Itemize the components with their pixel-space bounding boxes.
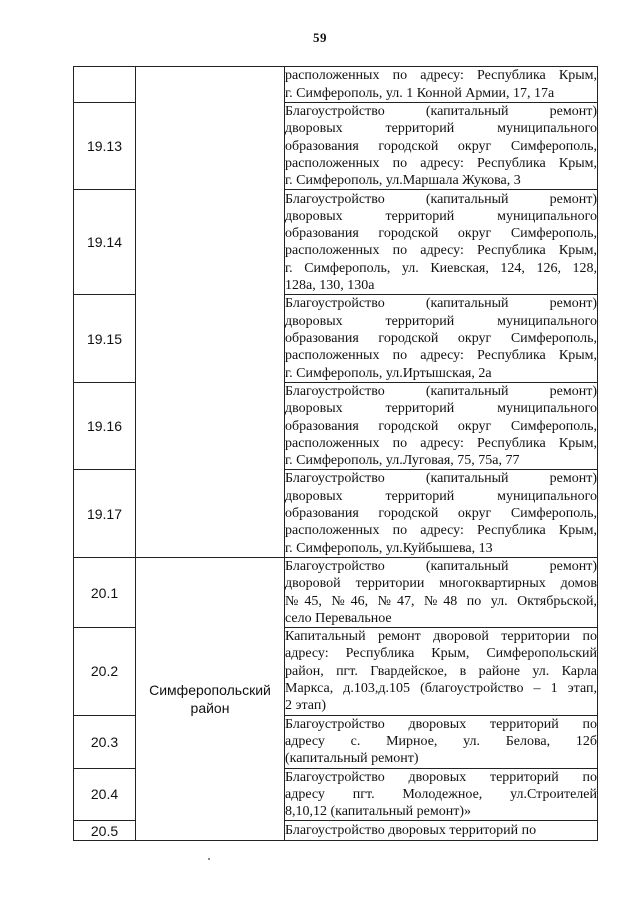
description-line: 128а, 130, 130а [285,278,375,294]
row-description [285,295,598,382]
row-description [285,470,598,557]
description-line: дворовых территорий муниципального [285,121,597,137]
table-row [74,67,598,103]
description-line: №45, №46, №47, №48 по ул. Октябрьской, [285,593,597,609]
row-number: 20.4 [74,768,136,821]
description-line: Благоустройство (капитальный ремонт) [285,104,597,119]
row-number: 20.3 [74,715,136,768]
row-description [285,768,598,821]
description-line: Благоустройство дворовых территорий по [285,823,537,839]
description-line: г. Симферополь, ул.Иртышская, 2а [285,365,492,381]
description-line: село Перевальное [285,610,392,626]
description-line: Благоустройство (капитальный ремонт) [285,471,597,487]
row-number: 19.15 [74,295,136,382]
row-number: 19.14 [74,190,136,295]
row-description [285,715,598,768]
page-number: 59 [313,30,327,45]
row-description [285,382,598,469]
row-description [285,103,598,190]
description-line: Благоустройство (капитальный ремонт) [285,191,597,207]
scan-speck [208,858,210,860]
description-line: 8,10,12 (капитальный ремонт)» [285,804,471,820]
description-line: адресу: Республика Крым, Симферопольский [285,646,597,662]
row-number: 19.16 [74,382,136,469]
description-line: район, пгт. Гвардейское, в районе ул. Карла [285,663,597,679]
row-description [285,557,598,627]
row-description [285,67,598,103]
row-number [74,67,136,103]
row-number: 20.5 [74,821,136,841]
description-line: образования городской округ Симферополь, [285,138,597,154]
description-line: г. Симферополь, ул.Куйбышева, 13 [285,540,493,556]
description-line: образования городской округ Симферополь, [285,506,597,522]
description-line: расположенных по адресу: Республика Крым, [285,523,597,539]
district-cell [136,557,285,840]
row-description [285,190,598,295]
district-name: Симферопольский [149,682,271,699]
description-line: 2 этап) [285,698,326,714]
description-line: г. Симферополь, ул. 1 Конной Армии, 17, 17а [285,85,555,101]
description-line: расположенных по адресу: Республика Крым, [285,348,597,364]
description-line: адресу с. Мирное, ул. Белова, 12б [285,733,597,749]
description-line: дворовых территорий муниципального [285,208,597,224]
description-line: расположенных по адресу: Республика Крым, [285,435,597,451]
description-line: Капитальный ремонт дворовой территории по [285,629,597,645]
description-line: Благоустройство (капитальный ремонт) [285,296,597,312]
description-line: расположенных по адресу: Республика Крым, [285,155,597,171]
row-number: 19.17 [74,470,136,557]
description-line: дворовых территорий муниципального [285,488,597,504]
description-line: образования городской округ Симферополь, [285,331,597,347]
description-line: г. Симферополь, ул. Киевская, 124, 126, 128, [285,260,597,276]
table-row [74,557,598,627]
description-line: г. Симферополь, ул.Луговая, 75, 75а, 77 [285,453,520,469]
description-line: Благоустройство дворовых территорий по [285,716,597,732]
description-line: образования городской округ Симферополь, [285,226,597,242]
program-table [73,66,598,841]
district-type: район [190,700,230,717]
description-line: Благоустройство дворовых территорий по [285,769,597,785]
description-line: дворовой территории многоквартирных домов [285,576,597,592]
row-number: 19.13 [74,103,136,190]
district-cell-empty [136,67,285,558]
description-line: адресу пгт. Молодежное, ул.Строителей [285,786,597,802]
description-line: образования городской округ Симферополь, [285,418,597,434]
description-line: Благоустройство (капитальный ремонт) [285,558,597,574]
row-description [285,821,598,841]
row-number: 20.2 [74,628,136,715]
description-line: г. Симферополь, ул.Маршала Жукова, 3 [285,173,521,189]
description-line: (капитальный ремонт) [285,751,419,767]
description-line: Благоустройство (капитальный ремонт) [285,383,597,399]
row-number: 20.1 [74,557,136,627]
description-line: Маркса, д.103,д.105 (благоустройство – 1 этап, [285,681,597,697]
description-line: дворовых территорий муниципального [285,401,597,417]
description-line: расположенных по адресу: Республика Крым, [285,243,597,259]
description-line: дворовых территорий муниципального [285,313,597,329]
description-line: расположенных по адресу: Республика Крым, [285,68,597,84]
row-description [285,628,598,715]
